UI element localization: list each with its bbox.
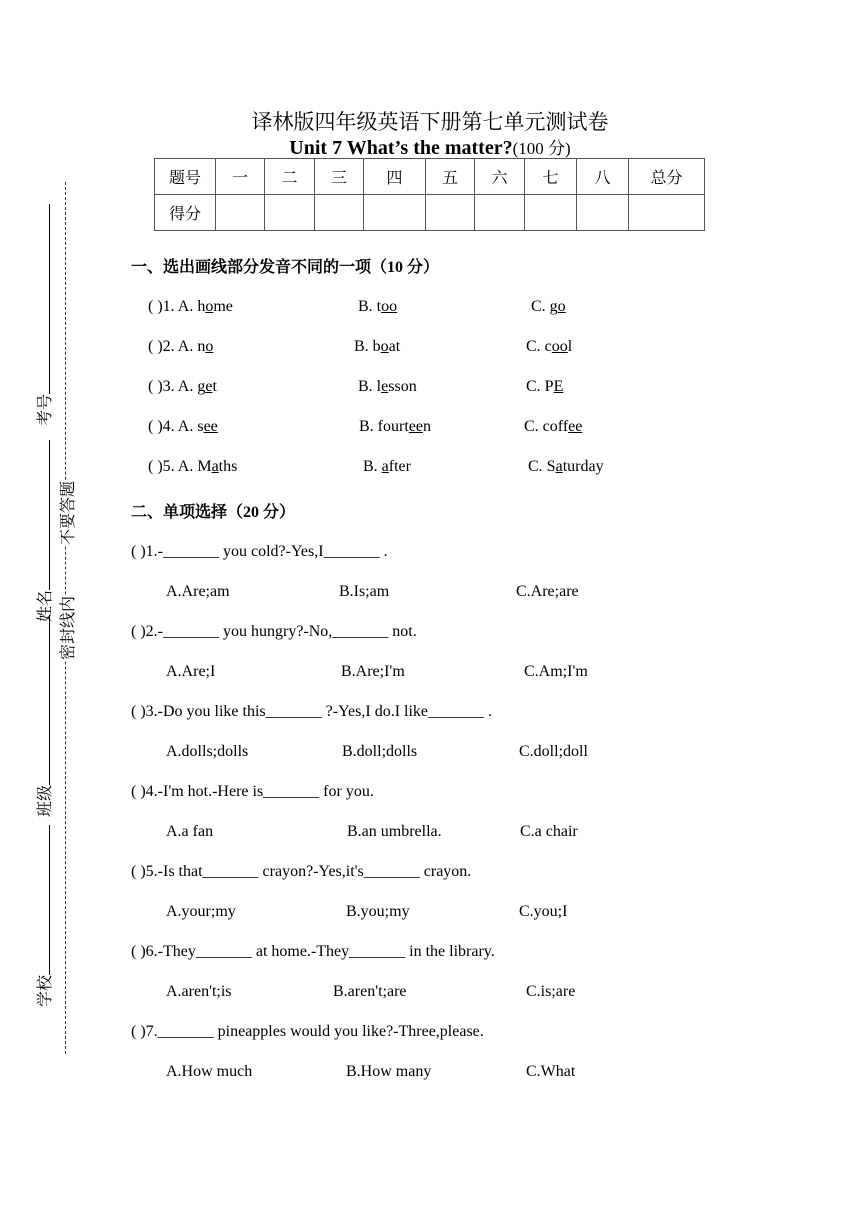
underlined-part: o — [205, 338, 214, 355]
score-input-cell[interactable] — [475, 195, 525, 231]
score-cell: 题号 — [155, 159, 216, 195]
word-part: t — [212, 378, 217, 395]
option-c — [524, 418, 582, 436]
option-c — [528, 458, 604, 476]
seal-notice-b: 密封线内 — [55, 596, 78, 660]
option-b — [358, 378, 417, 396]
option-b: B.an umbrella. — [347, 823, 442, 840]
option-c: C.you;I — [519, 903, 568, 920]
option-a: A.a fan — [166, 823, 214, 840]
name-blank[interactable] — [49, 440, 50, 590]
score-cell: 七 — [525, 159, 577, 195]
underlined-part: oo — [381, 298, 398, 315]
underlined-part: E — [553, 378, 564, 395]
word-part: sson — [388, 378, 417, 395]
word-part: B. — [363, 458, 382, 475]
option-c: C.is;are — [526, 983, 576, 1000]
option-b: B.aren't;are — [333, 983, 407, 1000]
class-blank[interactable] — [49, 615, 50, 785]
question-number: ( )5. A. — [148, 458, 198, 475]
seal-notice-a: 不要答题 — [55, 481, 78, 545]
score-table-header-row — [155, 159, 705, 195]
option-c — [526, 378, 563, 396]
question-number: ( )1. A. — [148, 298, 198, 315]
exam-no-label: 考号 — [37, 393, 54, 426]
unit-title-text: Unit 7 What’s the matter? — [289, 137, 513, 159]
option-c: C.a chair — [520, 823, 578, 840]
underlined-part: e — [205, 378, 213, 395]
option-a: A.Are;I — [166, 663, 216, 680]
option-b: B.you;my — [346, 903, 410, 920]
pronunciation-question-3 — [148, 378, 217, 396]
option-b — [358, 298, 397, 316]
unit-title — [0, 134, 860, 160]
word-part: B. t — [358, 298, 382, 315]
question-number: ( )4. A. — [148, 418, 198, 435]
pronunciation-question-5 — [148, 458, 237, 476]
section-2-title: 二、单项选择（20 分） — [131, 504, 296, 521]
option-c: C.Are;are — [516, 583, 579, 600]
word-part: g — [197, 378, 206, 395]
word-part: C. c — [526, 338, 552, 355]
option-a: A.dolls;dolls — [166, 743, 249, 760]
word-part: n — [197, 338, 206, 355]
underlined-part: a — [381, 458, 389, 475]
score-input-cell[interactable] — [315, 195, 364, 231]
option-b: B.How many — [346, 1063, 432, 1080]
word-part: M — [197, 458, 212, 475]
option-a: A.Are;am — [166, 583, 230, 600]
question-number: ( )3. A. — [148, 378, 198, 395]
school-label: 学校 — [37, 974, 54, 1007]
option-c: C.doll;doll — [519, 743, 588, 760]
choice-question-7: ( )7._______ pineapples would you like?-Three,please. — [131, 1023, 484, 1040]
underlined-part: ee — [408, 418, 423, 435]
choice-question-1: ( )1.-_______ you cold?-Yes,I_______ . — [131, 543, 388, 560]
choice-question-5: ( )5.-Is that_______ crayon?-Yes,it's_______ crayon. — [131, 863, 472, 880]
option-c: C.Am;I'm — [524, 663, 588, 680]
underlined-part: a — [211, 458, 219, 475]
underlined-part: o — [380, 338, 389, 355]
score-cell: 八 — [577, 159, 629, 195]
underlined-part: ee — [203, 418, 218, 435]
option-b — [354, 338, 400, 356]
word-part: turday — [562, 458, 604, 475]
name-field — [32, 440, 55, 622]
option-b: B.doll;dolls — [342, 743, 418, 760]
word-part: C. S — [528, 458, 556, 475]
class-field — [32, 615, 55, 817]
score-cell: 三 — [315, 159, 364, 195]
word-part: C. P — [526, 378, 554, 395]
score-input-cell[interactable] — [577, 195, 629, 231]
word-part: l — [567, 338, 573, 355]
option-b — [359, 418, 431, 436]
choice-question-6: ( )6.-They_______ at home.-They_______ in the library. — [131, 943, 495, 960]
word-part: C. coff — [524, 418, 569, 435]
score-row-label: 得分 — [155, 195, 216, 231]
underlined-part: a — [555, 458, 563, 475]
score-cell: 四 — [364, 159, 426, 195]
pronunciation-question-4 — [148, 418, 218, 436]
word-part: C. g — [531, 298, 558, 315]
choice-question-2: ( )2.-_______ you hungry?-No,_______ not. — [131, 623, 417, 640]
section-1-title: 一、选出画线部分发音不同的一项（10 分） — [131, 259, 440, 276]
word-part: at — [388, 338, 401, 355]
score-input-cell[interactable] — [629, 195, 705, 231]
score-input-cell[interactable] — [525, 195, 577, 231]
option-b — [363, 458, 411, 476]
question-number: ( )2. A. — [148, 338, 198, 355]
choice-question-4: ( )4.-I'm hot.-Here is_______ for you. — [131, 783, 374, 800]
total-points: (100 分) — [512, 139, 571, 158]
score-table-score-row — [155, 195, 705, 231]
option-a: A.your;my — [166, 903, 236, 920]
word-part: fter — [388, 458, 411, 475]
score-cell: 一 — [216, 159, 265, 195]
name-label: 姓名 — [37, 589, 54, 622]
score-cell: 总分 — [629, 159, 705, 195]
score-cell: 二 — [265, 159, 315, 195]
score-input-cell[interactable] — [426, 195, 475, 231]
underlined-part: oo — [551, 338, 568, 355]
school-blank[interactable] — [49, 825, 50, 975]
choice-question-3: ( )3.-Do you like this_______ ?-Yes,I do.I like_______ . — [131, 703, 493, 720]
word-part: B. l — [358, 378, 382, 395]
score-input-cell[interactable] — [364, 195, 426, 231]
score-input-cell[interactable] — [216, 195, 265, 231]
option-c: C.What — [526, 1063, 576, 1080]
pronunciation-question-1 — [148, 298, 233, 316]
word-part: ths — [218, 458, 238, 475]
word-part: n — [422, 418, 431, 435]
page-title: 译林版四年级英语下册第七单元测试卷 — [251, 110, 609, 134]
option-c — [526, 338, 572, 356]
option-a: A.How much — [166, 1063, 253, 1080]
pronunciation-question-2 — [148, 338, 213, 356]
exam-no-blank[interactable] — [49, 204, 50, 394]
option-b: B.Are;I'm — [341, 663, 405, 680]
class-label: 班级 — [37, 784, 54, 817]
score-cell: 五 — [426, 159, 475, 195]
score-input-cell[interactable] — [265, 195, 315, 231]
underlined-part: o — [205, 298, 214, 315]
word-part: me — [213, 298, 233, 315]
option-a: A.aren't;is — [166, 983, 232, 1000]
word-part: B. fourt — [359, 418, 409, 435]
underlined-part: ee — [568, 418, 583, 435]
underlined-part: o — [557, 298, 566, 315]
school-field — [32, 825, 55, 1007]
score-cell: 六 — [475, 159, 525, 195]
word-part: s — [197, 418, 204, 435]
word-part: h — [197, 298, 206, 315]
word-part: B. b — [354, 338, 381, 355]
underlined-part: e — [381, 378, 389, 395]
score-table — [154, 158, 705, 231]
option-b: B.Is;am — [339, 583, 390, 600]
option-c — [531, 298, 566, 316]
exam-no-field — [32, 204, 55, 426]
